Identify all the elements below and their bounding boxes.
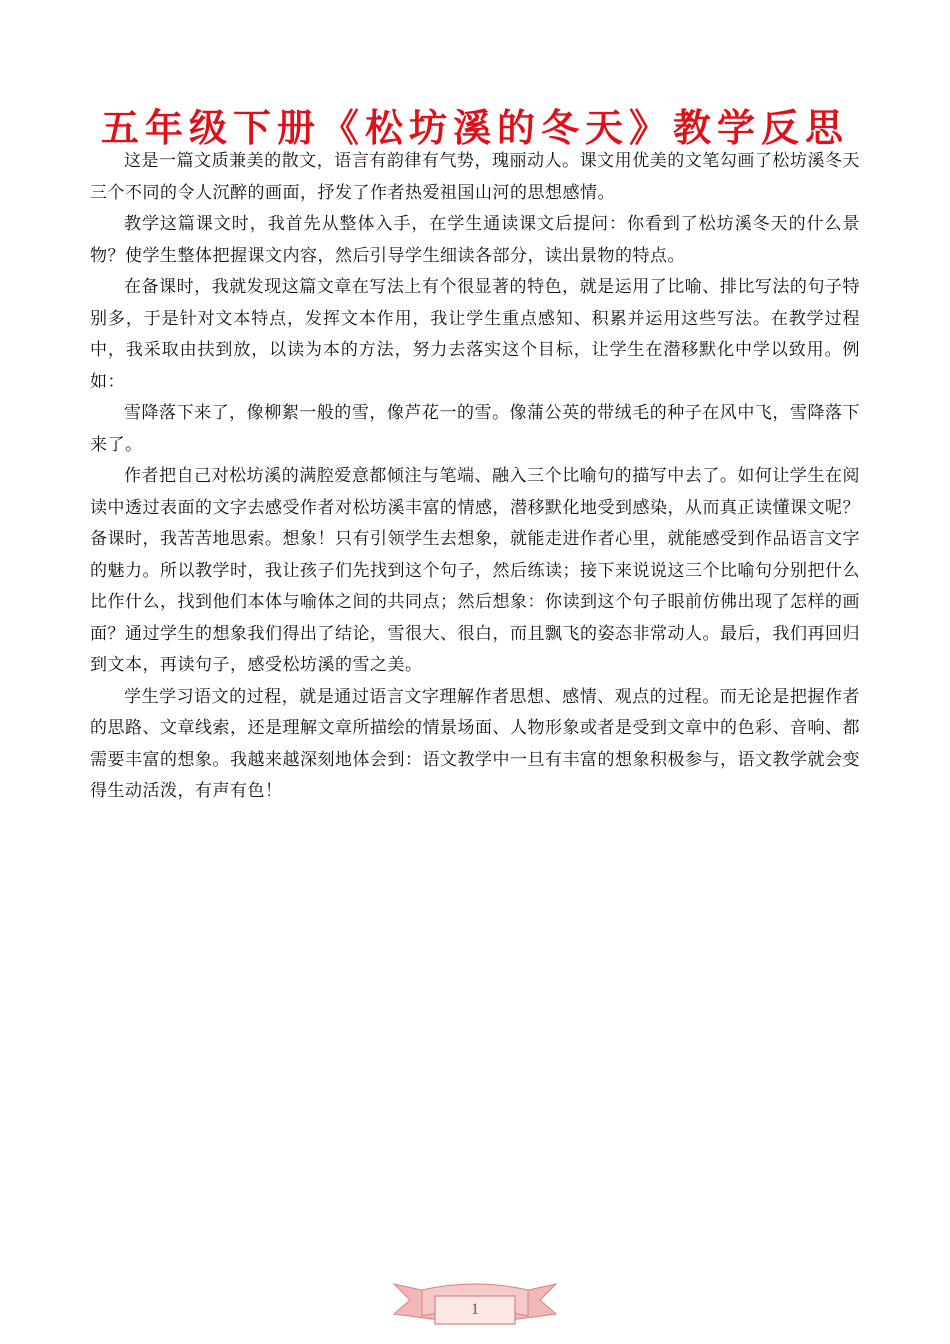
paragraph-6: 学生学习语文的过程，就是通过语言文字理解作者思想、感情、观点的过程。而无论是把握作者的思路、文章线索，还是理解文章所描绘的情景场面、人物形象或者是受到文章中的色彩、音响、都需要丰富的想象。我越来越深刻地体会到：语文教学中一旦有丰富的想象积极参与，语文教学就会变得生动活泼，有声有色！ bbox=[90, 686, 860, 801]
paragraph-2: 教学这篇课文时，我首先从整体入手，在学生通读课文后提问：你看到了松坊溪冬天的什么景物？使学生整体把握课文内容，然后引导学生细读各部分，读出景物的特点。 bbox=[90, 214, 860, 266]
paragraph-3: 在备课时，我就发现这篇文章在写法上有个很显著的特色，就是运用了比喻、排比写法的句子特别多，于是针对文本特点，发挥文本作用，我让学生重点感知、积累并运用这些写法。在教学过程中，我采取由扶到放，以读为本的方法，努力去落实这个目标，让学生在潜移默化中学以致用。例如： bbox=[90, 277, 860, 392]
paragraph-4: 雪降落下来了，像柳絮一般的雪，像芦花一的雪。像蒲公英的带绒毛的种子在风中飞，雪降落下来了。 bbox=[90, 403, 860, 455]
page-number: 1 bbox=[471, 1301, 479, 1318]
paragraph-5: 作者把自己对松坊溪的满腔爱意都倾注与笔端、融入三个比喻句的描写中去了。如何让学生在阅读中透过表面的文字去感受作者对松坊溪丰富的情感，潜移默化地受到感染，从而真正读懂课文呢？备课时，我苦苦地思索。想象！只有引领学生去想象，就能走进作者心里，就能感受到作品语言文字的魅力。所以教学时，我让孩子们先找到这个句子，然后练读；接下来说说这三个比喻句分别把什么比作什么，找到他们本体与喻体之间的共同点；然后想象：你读到这个句子眼前仿佛出现了怎样的画面？通过学生的想象我们得出了结论，雪很大、很白，而且飘飞的姿态非常动人。最后，我们再回归到文本，再读句子，感受松坊溪的雪之美。 bbox=[90, 466, 860, 675]
page-title: 五年级下册《松坊溪的冬天》教学反思 bbox=[100, 105, 849, 150]
paragraph-1: 这是一篇文质兼美的散文，语言有韵律有气势，瑰丽动人。课文用优美的文笔勾画了松坊溪冬天三个不同的令人沉醉的画面，抒发了作者热爱祖国山河的思想感情。 bbox=[90, 151, 860, 203]
document-body bbox=[90, 146, 860, 808]
